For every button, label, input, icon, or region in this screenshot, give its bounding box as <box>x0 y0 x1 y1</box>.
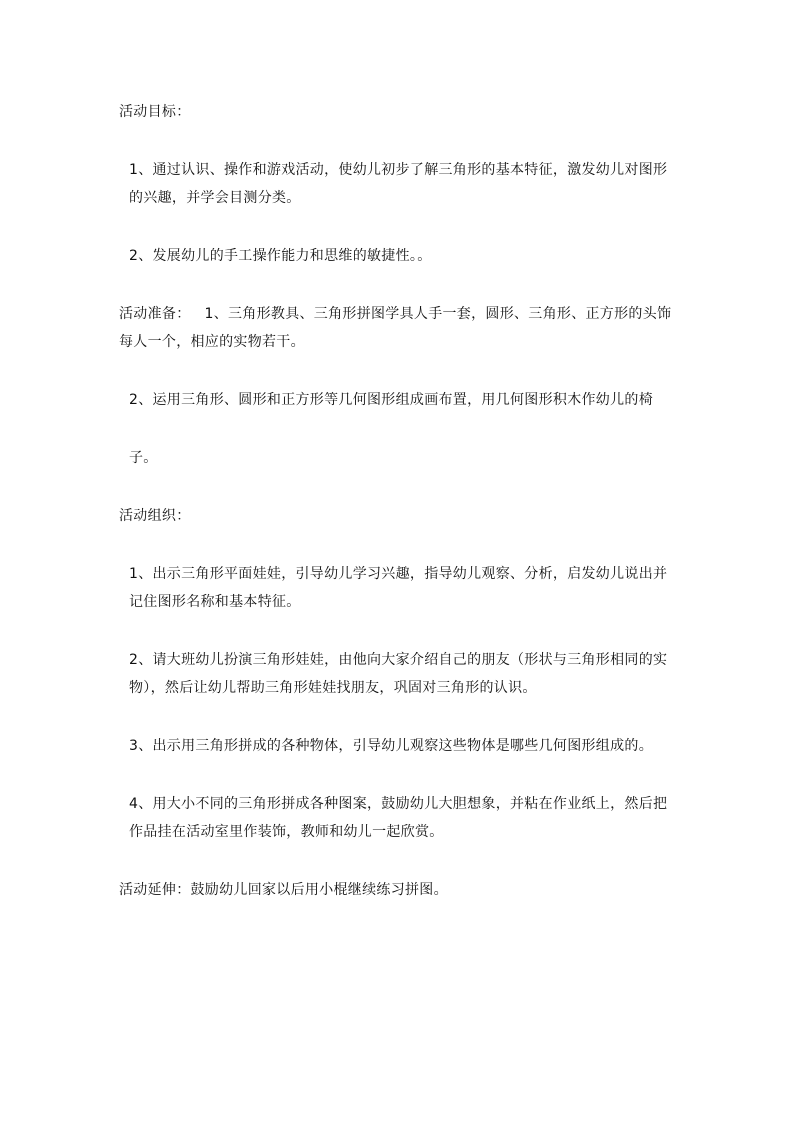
org-heading <box>119 502 675 530</box>
document-body <box>119 98 675 904</box>
prep-paragraph-1 <box>119 300 675 356</box>
org-item-2: 2、请大班幼儿扮演三角形娃娃，由他向大家介绍自己的朋友（形状与三角形相同的实物），然后让幼儿帮助三角形娃娃找朋友，巩固对三角形的认识。 <box>129 652 668 696</box>
goal-item-2: 2、发展幼儿的手工操作能力和思维的敏捷性。。 <box>129 248 432 264</box>
org-item-4: 4、用大小不同的三角形拼成各种图案，鼓励幼儿大胆想象，并粘在作业纸上，然后把作品挂在活动室里作装饰，教师和幼儿一起欣赏。 <box>129 796 668 840</box>
org-item-1: 1、出示三角形平面娃娃，引导幼儿学习兴趣，指导幼儿观察、分析，启发幼儿说出并记住图形名称和基本特征。 <box>129 566 668 610</box>
ext-paragraph <box>119 876 675 904</box>
ext-heading: 活动延伸： <box>119 882 191 898</box>
goals-heading <box>119 98 675 126</box>
prep-item-1: 1、三角形教具、三角形拼图学具人手一套，圆形、三角形、正方形的头饰每人一个，相应的实物若干。 <box>119 306 672 350</box>
org-item-3: 3、出示用三角形拼成的各种物体，引导幼儿观察这些物体是哪些几何图形组成的。 <box>129 738 654 754</box>
prep-item-2: 2、运用三角形、圆形和正方形等几何图形组成画布置，用几何图形积木作幼儿的椅 <box>129 392 654 408</box>
goal-item-1: 1、通过认识、操作和游戏活动，使幼儿初步了解三角形的基本特征，激发幼儿对图形的兴趣，并学会目测分类。 <box>129 162 668 206</box>
org-heading-text: 活动组织： <box>119 508 191 524</box>
goals-heading-text: 活动目标： <box>119 104 191 120</box>
ext-text: 鼓励幼儿回家以后用小棍继续练习拼图。 <box>190 882 448 898</box>
prep-item-2-continuation: 子。 <box>129 450 158 466</box>
prep-heading: 活动准备： <box>119 306 191 322</box>
